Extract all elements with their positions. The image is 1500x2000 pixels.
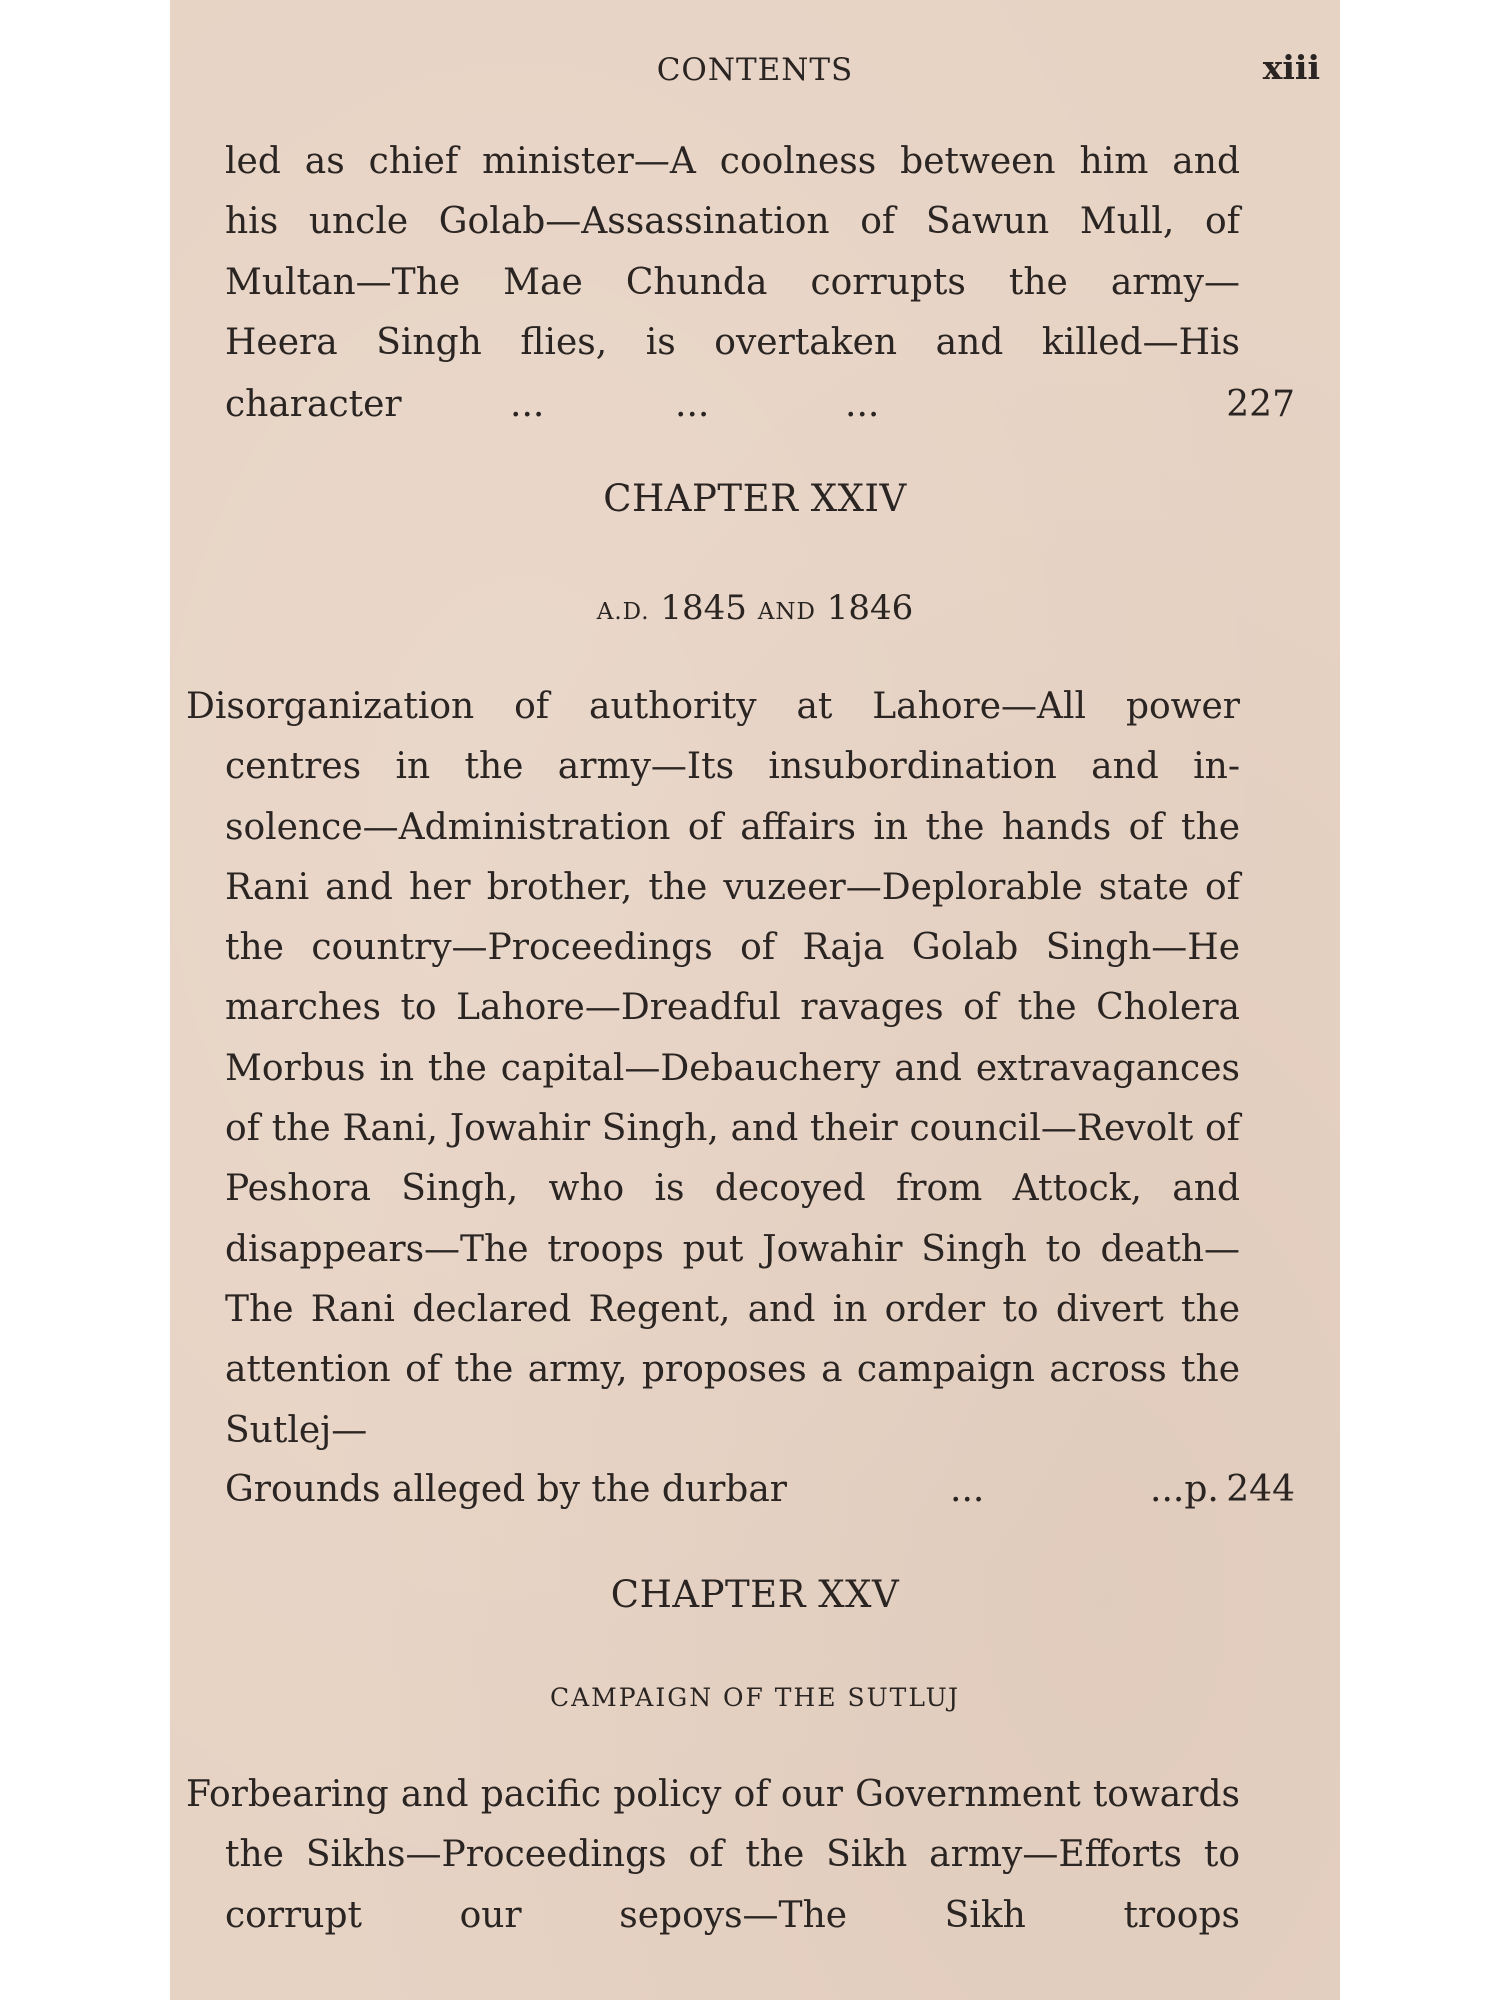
chapter-24-title: CHAPTER XXIV <box>603 477 907 520</box>
continued-entry-line: Multan—The Mae Chunda corrupts the army— <box>225 261 1240 303</box>
chapter-24-and: AND <box>757 599 816 625</box>
chapter-24-summary: Disorganization of authority at Lahore—All power centres in the army—Its insubordination and in-solence—Administration of affairs in the hands of the Rani and her brother, the vuzeer—Deplorable state of the country—Proceedings of Raja Golab Singh—He marches to Lahore—Dreadful ravages of the Cholera Morbus in the capital—Debauchery and extravagances of the Rani, Jowahir Singh, and their council—Revolt of Peshora Singh, who is decoyed from Attock, and disappears—The troops put Jowahir Singh to death—The Rani declared Regent, and in order to divert the attention of the army, proposes a campaign across the Sutlej— <box>186 686 1240 1451</box>
leader-dots: ... <box>675 384 710 425</box>
chapter-25-title: CHAPTER XXV <box>610 1573 900 1616</box>
continued-entry-line: led as chief minister—A coolness between him and <box>225 141 1240 182</box>
continued-entry-line: Heera Singh flies, is overtaken and killed—His <box>225 321 1240 363</box>
page-number: xiii <box>1262 48 1320 87</box>
chapter-24-year: 1845 <box>660 588 747 628</box>
book-page <box>170 0 1340 2000</box>
chapter-24-last-text: Grounds alleged by the durbar <box>225 1469 787 1510</box>
page-reference: 227 <box>1226 384 1295 425</box>
continued-entry-last-text: character <box>225 384 402 425</box>
continued-entry-line: his uncle Golab—Assassination of Sawun Mull, of <box>225 201 1240 243</box>
running-header-title: CONTENTS <box>656 52 854 88</box>
chapter-24-year: 1846 <box>826 588 914 628</box>
chapter-24-last-line <box>225 1460 1295 1520</box>
leader-dots: ... <box>950 1469 985 1510</box>
leader-dots: ... <box>845 384 880 425</box>
continued-entry <box>225 132 1240 373</box>
chapter-25-summary: Forbearing and pacific policy of our Government towards the Sikhs—Proceedings of the Sikh army—Efforts to corrupt our sepoys—The Sikh troops <box>186 1774 1240 1936</box>
chapter-24-era: A.D. <box>596 599 650 625</box>
leader-dots: ... <box>510 384 545 425</box>
leader-dots: ...p. <box>1150 1469 1219 1510</box>
chapter-24-subtitle <box>170 588 1340 628</box>
page-reference: 244 <box>1226 1469 1295 1510</box>
chapter-25-subtitle: CAMPAIGN OF THE SUTLUJ <box>549 1683 960 1712</box>
continued-entry-last-line <box>225 375 1295 435</box>
